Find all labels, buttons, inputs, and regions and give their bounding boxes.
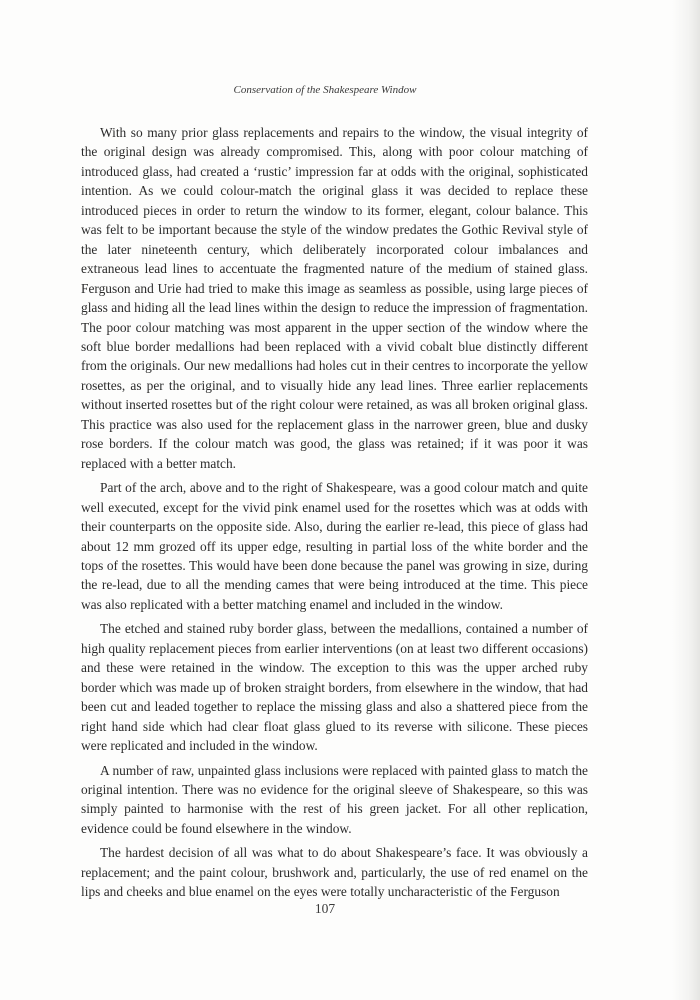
running-header: Conservation of the Shakespeare Window	[233, 84, 417, 96]
paragraph: With so many prior glass replacements and repairs to the window, the visual integrity of the original design was already compromised. This, along with poor colour matching of introduced glass, had created a ‘rustic’ impression far at odds with the original, sophisticated intention. As we could colour-match the original glass it was decided to replace these introduced pieces in order to return the window to its former, elegant, colour balance. This was felt to be important because the style of the window predates the Gothic Revival style of the later nineteenth century, which deliberately incorporated colour imbalances and extraneous lead lines to accentuate the fragmented nature of the medium of stained glass. Ferguson and Urie had tried to make this image as seamless as possible, using large pieces of glass and hiding all the lead lines within the design to reduce the impression of fragmentation. The poor colour matching was most apparent in the upper section of the window where the soft blue border medallions had been replaced with a vivid cobalt blue distinctly different from the originals. Our new medallions had holes cut in their centres to incorporate the yellow rosettes, as per the original, and to visually hide any lead lines. Three earlier replacements without inserted rosettes but of the right colour were retained, as was all broken original glass. This practice was also used for the replacement glass in the narrower green, blue and dusky rose borders. If the colour match was good, the glass was retained; if it was poor it was replaced with a better match.	[81, 125, 588, 471]
paragraph: Part of the arch, above and to the right of Shakespeare, was a good colour match and quite well executed, except for the vivid pink enamel used for the rosettes which was at odds with their counterparts on the opposite side. Also, during the earlier re-lead, this piece of glass had about 12 mm grozed off its upper edge, resulting in partial loss of the white border and the tops of the rosettes. This would have been done because the panel was growing in size, during the re-lead, due to all the mending cames that were being introduced at the time. This piece was also replicated with a better matching enamel and included in the window.	[81, 480, 588, 612]
paragraph: The etched and stained ruby border glass, between the medallions, contained a number of high quality replacement pieces from earlier interventions (on at least two different occasions) and these were retained in the window. The exception to this was the upper arched ruby border which was made up of broken straight borders, from elsewhere in the window, that had been cut and leaded together to replace the missing glass and also a shattered piece from the right hand side which had clear float glass glued to its reverse with silicone. These pieces were replicated and included in the window.	[81, 621, 588, 754]
paragraph: A number of raw, unpainted glass inclusions were replaced with painted glass to match the original intention. There was no evidence for the original sleeve of Shakespeare, so this was simply painted to harmonise with the rest of his green jacket. For all other replication, evidence could be found elsewhere in the window.	[81, 762, 588, 836]
paragraph: The hardest decision of all was what to do about Shakespeare’s face. It was obviously a replacement; and the paint colour, brushwork and, particularly, the use of red enamel on the lips and cheeks and blue enamel on the eyes were totally uncharacteristic of the Ferguson	[81, 845, 588, 900]
body-text	[81, 123, 588, 907]
page-number: 107	[314, 901, 336, 916]
scan-edge-shadow	[672, 0, 700, 1000]
